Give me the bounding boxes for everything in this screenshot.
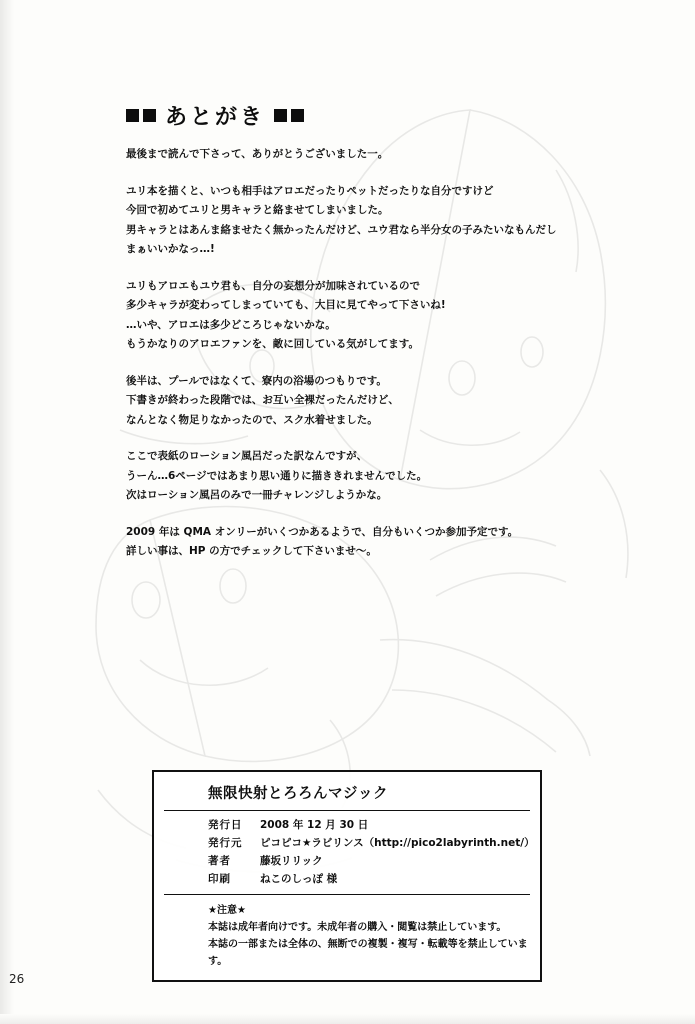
afterword-line: 多少キャラが変わってしまっていても、大目に見てやって下さいね! [126,299,446,311]
afterword-line: まぁいいかなっ…! [126,243,215,255]
colophon-row-label: 印刷 [208,873,231,885]
afterword-line: 最後まで読んで下さって、ありがとうございました一。 [126,148,389,160]
colophon-box [152,770,542,982]
afterword-line: 後半は、プールではなくて、寮内の浴場のつもりです。 [126,374,387,387]
afterword-paragraph [126,277,596,355]
afterword-line: なんとなく物足りなかったので、スク水着せました。 [126,413,378,426]
colophon-row-value: ピコピコ★ラビリンス（http://pico2labyrinth.net/） [260,837,535,849]
afterword-paragraph [126,182,596,260]
colophon-row [208,853,530,870]
colophon-rows [164,817,535,888]
heading-label: あとがき [165,105,266,130]
colophon-title: 無限快射とろろんマジック [208,786,388,802]
afterword-body [126,145,596,579]
colophon-divider-top [164,810,530,811]
afterword-line: …いや、アロエは多少どころじゃないかな。 [126,318,336,331]
afterword-line: 下書きが終わった段階では、お互い全裸だったんだけど、 [126,394,399,406]
colophon-row [208,871,530,888]
afterword-paragraph [126,447,596,506]
colophon-row-label: 発行日 [208,819,243,831]
colophon-row-value: 藤坂リリック [260,855,323,867]
afterword-line: 今回で初めてユリと男キャラと絡ませてしまいました。 [126,204,389,216]
colophon-row-label: 著者 [208,855,231,867]
colophon-row-label: 発行元 [208,837,243,849]
colophon-divider-bottom [164,894,530,895]
notice-lines [164,919,530,970]
scan-edge-left [0,0,14,1024]
afterword-paragraph [126,145,596,165]
page-number: 26 [9,972,25,986]
page-title [126,100,304,131]
heading-left-marks [126,109,156,122]
notice-heading: ★注意★ [208,905,246,916]
afterword-line: ユリ本を描くと、いつも相手はアロエだったりペットだったりな自分ですけど [126,184,494,197]
heading-right-marks [274,109,304,122]
afterword-line: うーん…6ページではあまり思い通りに描ききれませんでした。 [126,469,428,482]
afterword-line: 詳しい事は、HP の方でチェックして下さいませ〜。 [126,545,377,557]
colophon-row-value: 2008 年 12 月 30 日 [260,819,369,831]
afterword-line: 男キャラとはあんま絡ませたく無かったんだけど、ユウ君なら半分女の子みたいなもんだし [126,223,557,236]
afterword-line: 2009 年は QMA オンリーがいくつかあるようで、自分もいくつか参加予定です。 [126,525,519,538]
colophon-row [208,835,535,852]
afterword-paragraph [126,372,596,431]
afterword-line: ユリもアロエもユウ君も、自分の妄想分が加味されているので [126,279,420,292]
colophon-row-value: ねこのしっぽ 様 [260,873,338,885]
afterword-paragraph [126,523,596,562]
afterword-line: ここで表紙のローション風呂だった訳なんですが、 [126,450,368,462]
notice-line: 本誌は成年者向けです。未成年者の購入・閲覧は禁止しています。 [208,922,507,933]
notice-line: 本誌の一部または全体の、無断での複製・複写・転載等を禁止しています。 [208,939,528,967]
afterword-line: もうかなりのアロエファンを、敵に回している気がしてます。 [126,338,419,350]
colophon-row [208,817,530,834]
scan-edge-bottom [0,1014,695,1024]
afterword-line: 次はローション風呂のみで一冊チャレンジしようかな。 [126,489,388,501]
